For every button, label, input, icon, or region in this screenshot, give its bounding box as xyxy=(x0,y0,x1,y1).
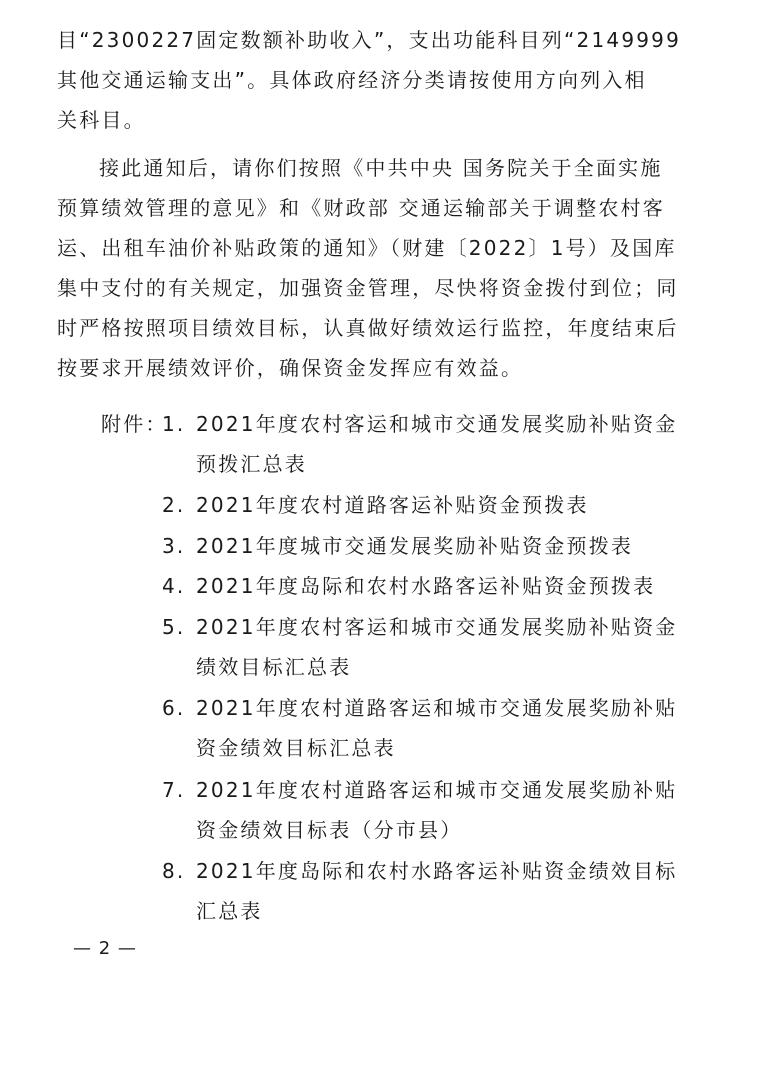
paragraph-2-line-2: 预算绩效管理的意见》和《财政部 交通运输部关于调整农村客 xyxy=(57,196,665,220)
attachments-label: 附件： xyxy=(101,412,168,436)
attachment-8-number: 8. xyxy=(162,859,186,883)
attachment-8-title: 2021年度岛际和农村水路客运补贴资金绩效目标 xyxy=(196,859,678,883)
paragraph-2-line-3: 运、出租车油价补贴政策的通知》（财建〔2022〕1号）及国库 xyxy=(57,236,677,260)
attachment-7-title: 2021年度农村道路客运和城市交通发展奖励补贴 xyxy=(196,778,678,802)
attachment-5-title: 2021年度农村客运和城市交通发展奖励补贴资金 xyxy=(196,615,678,639)
attachment-1-title-cont: 预拨汇总表 xyxy=(196,452,307,476)
attachment-8-title-cont: 汇总表 xyxy=(196,899,263,923)
paragraph-1 xyxy=(57,20,682,140)
attachment-6-title-cont: 资金绩效目标汇总表 xyxy=(196,736,396,760)
attachment-4-title: 2021年度岛际和农村水路客运补贴资金预拨表 xyxy=(196,574,656,598)
attachment-6-title: 2021年度农村道路客运和城市交通发展奖励补贴 xyxy=(196,696,678,720)
page-number: — 2 — xyxy=(73,938,137,959)
attachment-5-number: 5. xyxy=(162,615,186,639)
attachment-3-title: 2021年度城市交通发展奖励补贴资金预拨表 xyxy=(196,534,634,558)
paragraph-1-line-1: 目“2300227固定数额补助收入”，支出功能科目列“2149999 xyxy=(57,28,682,52)
paragraph-2-line-4: 集中支付的有关规定，加强资金管理，尽快将资金拨付到位；同 xyxy=(57,276,679,300)
paragraph-2-line-1: 接此通知后，请你们按照《中共中央 国务院关于全面实施 xyxy=(99,156,663,180)
attachment-1-title: 2021年度农村客运和城市交通发展奖励补贴资金 xyxy=(196,412,678,436)
paragraph-2 xyxy=(57,148,677,388)
attachment-4-number: 4. xyxy=(162,574,186,598)
attachment-1-number: 1. xyxy=(162,412,186,436)
paragraph-1-line-2: 其他交通运输支出”。具体政府经济分类请按使用方向列入相 xyxy=(57,68,647,92)
attachment-7-number: 7. xyxy=(162,778,186,802)
attachment-7-title-cont: 资金绩效目标表（分市县） xyxy=(196,818,463,842)
attachment-2-number: 2. xyxy=(162,493,186,517)
attachment-6-number: 6. xyxy=(162,696,186,720)
paragraph-2-line-5: 时严格按照项目绩效目标，认真做好绩效运行监控，年度结束后 xyxy=(57,316,679,340)
body-text xyxy=(57,20,682,388)
paragraph-2-line-6: 按要求开展绩效评价，确保资金发挥应有效益。 xyxy=(57,356,524,380)
attachment-3-number: 3. xyxy=(162,534,186,558)
paragraph-1-line-3: 关科目。 xyxy=(57,108,146,132)
attachment-2-title: 2021年度农村道路客运补贴资金预拨表 xyxy=(196,493,589,517)
attachment-5-title-cont: 绩效目标汇总表 xyxy=(196,655,352,679)
